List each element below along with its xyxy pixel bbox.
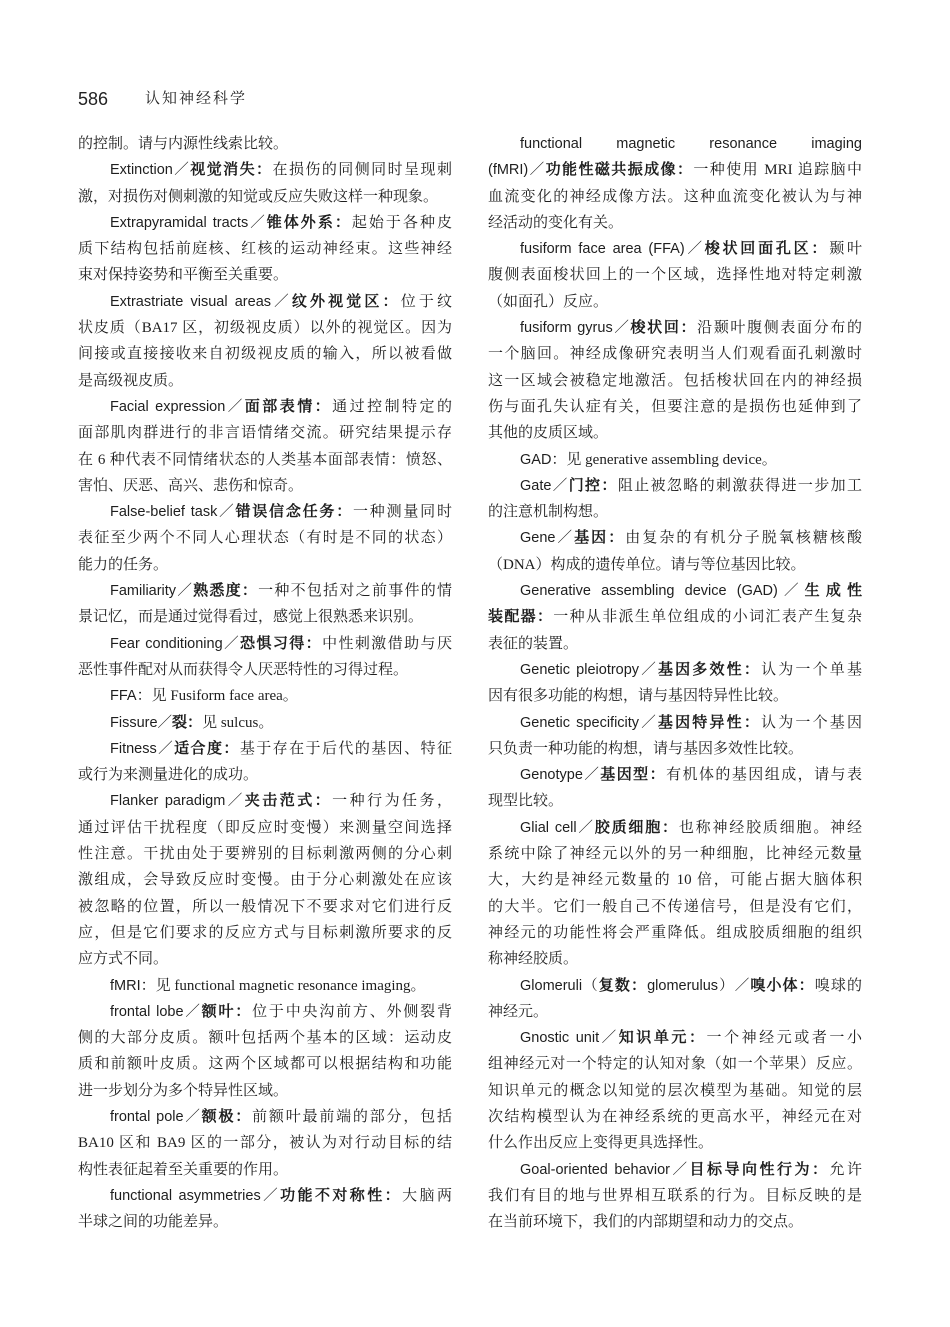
entry-line: 什么作出反应上变得更具选择性。 — [488, 1135, 714, 1152]
entry-term: FFA — [110, 688, 137, 705]
entry-term: Facial expression／ — [110, 398, 245, 415]
entry-line: 的注意机制构想。 — [488, 504, 609, 521]
entry-first-line — [488, 762, 862, 788]
entry-term-zh: 锥体外系： — [266, 214, 352, 231]
entry-first-line — [78, 683, 452, 709]
entry-first-line — [488, 578, 862, 604]
entry-definition: 也称神经胶质细胞。神经 — [678, 819, 862, 836]
entry-definition: 嗅球的 — [814, 977, 862, 994]
glossary-entry — [488, 525, 862, 578]
entry-line: 面部肌肉群进行的非言语情绪交流。研究结果提示存 — [78, 425, 452, 442]
entry-term: functional asymmetries／ — [110, 1187, 281, 1204]
entry-definition: 一种测量同时 — [353, 504, 452, 521]
entry-term: glomerulus）／ — [647, 977, 751, 994]
entry-definition: 基于存在于后代的基因、特征 — [239, 740, 452, 757]
entry-first-line — [78, 710, 452, 736]
entry-first-line — [78, 631, 452, 657]
entry-term-zh: 适合度： — [174, 740, 240, 757]
glossary-entry — [78, 499, 452, 578]
entry-definition: 认为一个单基 — [761, 661, 862, 678]
entry-line: 表征至少两个不同人心理状态（有时是不同的状态） — [78, 530, 452, 547]
entry-definition: 一种使用 MRI 追踪脑中 — [693, 162, 862, 179]
glossary-entry — [78, 578, 452, 631]
entry-term: Fear conditioning／ — [110, 635, 240, 652]
entry-definition: 颞叶 — [829, 241, 862, 258]
glossary-entry — [78, 210, 452, 289]
entry-first-line — [78, 973, 452, 999]
glossary-entry — [78, 289, 452, 394]
entry-term-zh: 夹击范式： — [244, 793, 333, 810]
entry-term: False-belief task／ — [110, 504, 236, 521]
entry-definition: ：见 Fusiform face area。 — [136, 688, 298, 705]
entry-first-line — [488, 236, 862, 262]
entry-definition: 认为一个基因 — [761, 714, 862, 731]
entry-term: Genotype／ — [520, 767, 601, 784]
entry-line: 构性表征起着至关重要的作用。 — [78, 1161, 289, 1178]
entry-line — [488, 604, 862, 630]
entry-definition: 在损伤的同侧同时呈现刺 — [272, 162, 452, 179]
entry-first-line — [488, 973, 862, 999]
entry-term-zh: 面部表情： — [244, 398, 333, 415]
entry-line: 次结构模型认为在神经系统的更高水平，神经元在对 — [488, 1108, 862, 1125]
entry-line: 激，对损伤对侧刺激的知觉或反应失败这样一种现象。 — [78, 188, 439, 205]
entry-term: Extinction／ — [110, 162, 191, 179]
entry-term-zh: 熟悉度： — [193, 583, 259, 600]
entry-line: 一个脑回。神经成像研究表明当人们观看面孔刺激时 — [488, 346, 862, 363]
glossary-entry — [488, 1025, 862, 1156]
entry-term: Gate／ — [520, 477, 569, 494]
entry-term: Genetic specificity／ — [520, 714, 658, 731]
entry-line: 在当前环境下，我们的内部期望和动力的交点。 — [488, 1214, 804, 1231]
entry-term-zh: 基因型： — [600, 767, 667, 784]
entry-line: 激组成，会导致反应时变慢。由于分心刺激处在应该 — [78, 872, 452, 889]
entry-first-line — [488, 1025, 862, 1051]
entry-line: 恶性事件配对从而获得令人厌恶特性的习得过程。 — [78, 661, 409, 678]
glossary-entry — [78, 157, 452, 210]
entry-term: Goal-oriented behavior／ — [520, 1161, 690, 1178]
entry-term-zh: 功能性磁共振成像： — [545, 162, 694, 179]
entry-line: （如面孔）反应。 — [488, 293, 609, 310]
entry-term-zh: 胶质细胞： — [594, 819, 679, 836]
entry-line: 伤与面孔失认症有关，但要注意的是损伤也延伸到了 — [488, 398, 862, 415]
entry-term-zh: 复数： — [598, 977, 648, 994]
entry-term-zh: 额极： — [201, 1108, 253, 1125]
entry-term-zh: 目标导向性行为： — [689, 1161, 830, 1178]
entry-definition: 一种行为任务， — [332, 793, 452, 810]
entry-term-zh: 额叶： — [201, 1003, 253, 1020]
entry-term-zh: 梭状回面孔区： — [704, 241, 830, 258]
entry-first-line — [78, 578, 452, 604]
entry-definition: 见 sulcus。 — [202, 714, 274, 731]
entry-definition: 有机体的基因组成，请与表 — [666, 767, 862, 784]
entry-term-zh: 纹外视觉区： — [291, 293, 401, 310]
entry-line: 应方式不同。 — [78, 951, 169, 968]
entry-term: Familiarity／ — [110, 583, 194, 600]
entry-line: 因有很多功能的构想，请与基因特异性比较。 — [488, 688, 789, 705]
entry-definition: 阻止被忽略的刺激获得进一步加工 — [617, 477, 862, 494]
glossary-entry — [78, 1183, 452, 1236]
entry-definition: 位于中央沟前方、外侧裂背 — [252, 1003, 452, 1020]
glossary-entry — [488, 315, 862, 446]
glossary-entry — [78, 683, 452, 709]
entry-line: 系统中除了神经元以外的另一种细胞，比神经元数量 — [488, 846, 862, 863]
glossary-entry — [488, 1157, 862, 1236]
left-column — [78, 131, 452, 1235]
carryover-line: 的控制。请与内源性线索比较。 — [78, 136, 289, 152]
running-header-title: 认知神经科学 — [145, 91, 248, 107]
entry-line: 质和前额叶皮质。这两个区域都可以根据结构和功能 — [78, 1056, 452, 1073]
entry-line: 景记忆，而是通过觉得看过，感觉上很熟悉来识别。 — [78, 609, 424, 626]
entry-first-line — [78, 394, 452, 420]
entry-line: 或行为来测量进化的成功。 — [78, 767, 259, 784]
entry-term-zh: 错误信念任务： — [235, 504, 354, 521]
entry-first-line — [488, 315, 862, 341]
entry-line: 称神经胶质。 — [488, 951, 579, 968]
page-number: 586 — [78, 89, 109, 109]
glossary-entry — [488, 578, 862, 657]
glossary-entry — [488, 973, 862, 1026]
entry-line: 经活动的变化有关。 — [488, 214, 624, 231]
entry-term-zh: 视觉消失： — [190, 162, 273, 179]
entry-first-line — [488, 710, 862, 736]
entry-line: 大，大约是神经元数量的 10 倍，可能占据大脑体积 — [488, 872, 862, 889]
entry-term-zh: 裂： — [172, 714, 203, 731]
entry-line: 我们有目的地与世界相互联系的行为。目标反映的是 — [488, 1187, 862, 1204]
entry-first-line — [488, 1157, 862, 1183]
entry-definition: 一个神经元或者一小 — [706, 1030, 862, 1047]
entry-first-line — [488, 131, 862, 157]
entry-first-line — [488, 447, 862, 473]
entry-term-zh: 基因： — [574, 530, 626, 547]
entry-line: 被忽略的位置，所以一般情况下不要求对它们进行反 — [78, 898, 452, 915]
entry-term-zh: 门控： — [568, 477, 618, 494]
entry-definition: ：见 functional magnetic resonance imaging。 — [140, 977, 426, 994]
entry-term: Generative assembling device (GAD)／ — [520, 583, 805, 600]
glossary-entry — [488, 657, 862, 710]
entry-line: 能力的任务。 — [78, 556, 169, 573]
entry-line: 只负责一种功能的构想，请与基因多效性比较。 — [488, 740, 804, 757]
entry-term: Extrapyramidal tracts／ — [110, 214, 267, 231]
entry-term-zh: 基因多效性： — [657, 661, 762, 678]
entry-line: 神经元。 — [488, 1003, 549, 1020]
entry-term: Glomeruli（ — [520, 977, 599, 994]
entry-line: 血流变化的神经成像方法。这种血流变化被认为与神 — [488, 188, 862, 205]
entry-first-line — [488, 657, 862, 683]
entry-line: 半球之间的功能差异。 — [78, 1214, 229, 1231]
entry-term-zh: 嗅小体： — [750, 977, 815, 994]
entry-line: 神经元的功能性将会严重降低。组成胶质细胞的组织 — [488, 924, 862, 941]
entry-term: Fitness／ — [110, 740, 175, 757]
glossary-entry — [78, 394, 452, 499]
glossary-entry — [78, 999, 452, 1104]
entry-term: frontal pole／ — [110, 1108, 202, 1125]
entry-line: 进一步划分为多个特异性区域。 — [78, 1082, 289, 1099]
entry-line: 应，但是它们要求的反应方式与目标刺激所要求的反 — [78, 924, 452, 941]
entry-definition: 沿颞叶腹侧表面分布的 — [697, 320, 862, 337]
entry-definition: 一种不包括对之前事件的情 — [258, 583, 452, 600]
glossary-entry — [78, 710, 452, 736]
entry-line: 腹侧表面梭状回上的一个区域，选择性地对特定刺激 — [488, 267, 862, 284]
glossary-entry — [78, 736, 452, 789]
entry-line: 在 6 种代表不同情绪状态的人类基本面部表情：愤怒、 — [78, 451, 452, 468]
entry-term-zh: 知识单元： — [618, 1030, 707, 1047]
entry-term-zh: 基因特异性： — [657, 714, 762, 731]
entry-term: Gene／ — [520, 530, 575, 547]
entry-term-zh: 功能不对称性： — [280, 1187, 403, 1204]
glossary-entry — [78, 788, 452, 972]
entry-line: （DNA）构成的遗传单位。请与等位基因比较。 — [488, 556, 806, 573]
entry-term-zh: 装配器： — [488, 609, 554, 626]
entry-term: Extrastriate visual areas／ — [110, 293, 292, 310]
entry-first-line — [488, 815, 862, 841]
entry-first-line — [78, 1104, 452, 1130]
entry-term: (fMRI)／ — [488, 162, 546, 179]
entry-line: BA10 区和 BA9 区的一部分，被认为对行动目标的结 — [78, 1135, 452, 1152]
entry-definition: 位于纹 — [400, 293, 452, 310]
entry-line: 质下结构包括前庭核、红核的运动神经束。这些神经 — [78, 241, 452, 258]
entry-term: Fissure／ — [110, 714, 173, 731]
entry-line: 间接或直接接收来自初级视皮质的输入，所以被看做 — [78, 346, 452, 363]
entry-term: fMRI — [110, 977, 141, 994]
entry-definition: 前额叶最前端的部分，包括 — [252, 1108, 452, 1125]
glossary-entry — [488, 131, 862, 236]
glossary-entry — [488, 762, 862, 815]
entry-line: 的大半。它们一般自己不传递信号，但是没有它们， — [488, 898, 862, 915]
entry-definition: 起始于各种皮 — [351, 214, 452, 231]
entry-line: 是高级视皮质。 — [78, 372, 184, 389]
entry-first-line — [488, 525, 862, 551]
entry-term: Glial cell／ — [520, 819, 595, 836]
entry-term: functional magnetic resonance imaging — [520, 136, 862, 152]
entry-term: Flanker paradigm／ — [110, 793, 245, 810]
entry-definition: 中性刺激借助与厌 — [322, 635, 452, 652]
entry-term: GAD — [520, 451, 552, 468]
entry-term-zh: 生成性 — [804, 583, 862, 600]
entry-line — [488, 157, 862, 183]
entry-line: 其他的皮质区域。 — [488, 425, 609, 442]
entry-definition: 允许 — [829, 1161, 862, 1178]
entry-term: frontal lobe／ — [110, 1003, 202, 1020]
glossary-entry — [488, 236, 862, 315]
entry-term: Gnostic unit／ — [520, 1030, 619, 1047]
entry-first-line — [78, 289, 452, 315]
entry-line: 知识单元的概念以知觉的层次模型为基础。知觉的层 — [488, 1082, 862, 1099]
entry-definition: 大脑两 — [402, 1187, 452, 1204]
entry-line: 害怕、厌恶、高兴、悲伤和惊奇。 — [78, 477, 304, 494]
right-column — [488, 131, 862, 1235]
glossary-entry — [78, 973, 452, 999]
glossary-entry — [488, 710, 862, 763]
entry-line: 现型比较。 — [488, 793, 564, 810]
entry-first-line — [78, 788, 452, 814]
entry-term: fusiform gyrus／ — [520, 320, 631, 337]
entry-first-line — [78, 1183, 452, 1209]
entry-term: fusiform face area (FFA)／ — [520, 241, 705, 258]
entry-definition: 一种从非派生单位组成的小词汇表产生复杂 — [553, 609, 862, 626]
entry-term: Genetic pleiotropy／ — [520, 661, 658, 678]
entry-line: 状皮质（BA17 区，初级视皮质）以外的视觉区。因为 — [78, 320, 452, 337]
entry-line: 通过评估干扰程度（即反应时变慢）来测量空间选择 — [78, 819, 452, 836]
entry-line: 这一区域会被稳定地激活。包括梭状回在内的神经损 — [488, 372, 862, 389]
glossary-entry — [488, 473, 862, 526]
entry-first-line — [78, 999, 452, 1025]
glossary-entry — [488, 815, 862, 973]
entry-term-zh: 梭状回： — [630, 320, 698, 337]
entry-line: 束对保持姿势和平衡至关重要。 — [78, 267, 289, 284]
entry-first-line — [78, 736, 452, 762]
entry-line: 侧的大部分皮质。额叶包括两个基本的区域：运动皮 — [78, 1030, 452, 1047]
entry-first-line — [78, 499, 452, 525]
entry-definition: ：见 generative assembling device。 — [551, 451, 777, 468]
entry-first-line — [78, 157, 452, 183]
glossary-entry — [78, 1104, 452, 1183]
entry-first-line — [488, 473, 862, 499]
glossary-entry — [78, 631, 452, 684]
entry-first-line — [78, 210, 452, 236]
entry-term-zh: 恐惧习得： — [239, 635, 323, 652]
entry-definition: 由复杂的有机分子脱氧核糖核酸 — [625, 530, 862, 547]
entry-line: 性注意。干扰由处于要辨别的目标刺激两侧的分心刺 — [78, 846, 452, 863]
entry-line: 表征的装置。 — [488, 635, 579, 652]
glossary-entry — [488, 447, 862, 473]
entry-definition: 通过控制特定的 — [332, 398, 452, 415]
entry-line: 组神经元对一个特定的认知对象（如一个苹果）反应。 — [488, 1056, 862, 1073]
